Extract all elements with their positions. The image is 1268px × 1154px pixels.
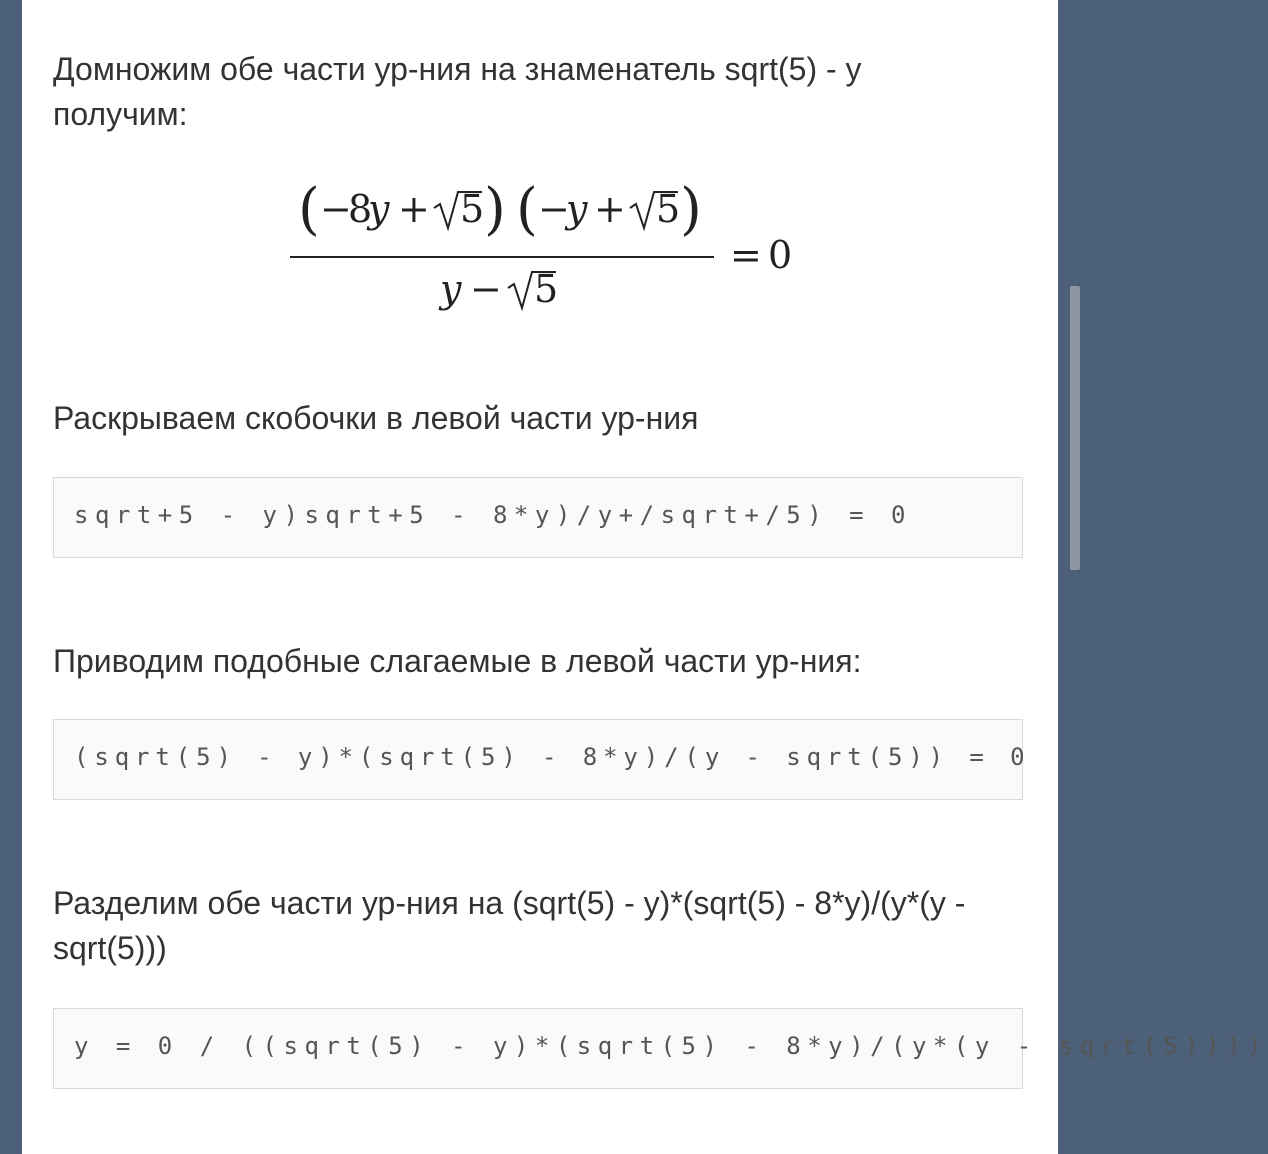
code-block-2	[53, 719, 1031, 800]
denominator-y: y	[440, 267, 462, 311]
step4-line2: sqrt(5)))	[53, 930, 167, 966]
minus-sign-1: −	[320, 187, 352, 231]
radicand-5-2: 5	[656, 187, 681, 231]
plus-sign-1: +	[398, 187, 430, 231]
step1-text	[53, 47, 1023, 137]
radicand-5-1: 5	[460, 187, 485, 231]
denominator	[438, 267, 558, 311]
code-line-1: sqrt+5 - y)sqrt+5 - 8*y)/y+/sqrt+/5) = 0	[74, 501, 912, 529]
equals-sign: =	[730, 233, 762, 277]
var-y-2: y	[566, 187, 588, 231]
fraction-formula	[270, 170, 830, 320]
right-background-rail	[1058, 0, 1080, 1154]
denominator-minus: −	[470, 267, 502, 311]
step1-line1: Домножим обе части ур-ния на знаменатель sqrt(5) - y	[53, 51, 862, 87]
denominator-5: 5	[534, 267, 559, 311]
step3-text: Приводим подобные слагаемые в левой части ур-ния:	[53, 643, 862, 679]
var-y-1: y	[368, 187, 390, 231]
minus-sign-2: −	[538, 187, 570, 231]
rhs-zero: 0	[768, 233, 793, 277]
code-line-2: (sqrt(5) - y)*(sqrt(5) - 8*y)/(y - sqrt(5)) = 0	[74, 743, 1031, 771]
code-block-1	[53, 477, 1023, 558]
step1-line2: получим:	[53, 96, 188, 132]
left-background-strip	[0, 0, 22, 1154]
plus-sign-2: +	[594, 187, 626, 231]
step4-text	[53, 881, 1023, 971]
step4-line1: Разделим обе части ур-ния на (sqrt(5) - y)*(sqrt(5) - 8*y)/(y*(y -	[53, 885, 966, 921]
paren-left-1: (	[298, 177, 320, 242]
code-block-3	[53, 1008, 1268, 1089]
paren-left-2: (	[516, 177, 538, 242]
numerator-factor-2	[516, 177, 702, 242]
paren-right-1: )	[484, 177, 506, 242]
scrollbar-thumb[interactable]	[1070, 286, 1080, 570]
numerator-factor-1	[298, 177, 506, 242]
paren-right-2: )	[680, 177, 702, 242]
coef-8: 8	[348, 187, 373, 231]
code-line-3: y = 0 / ((sqrt(5) - y)*(sqrt(5) - 8*y)/(y*(y - sqrt(5))))	[74, 1032, 1268, 1060]
step2-text: Раскрываем скобочки в левой части ур-ния	[53, 400, 699, 436]
